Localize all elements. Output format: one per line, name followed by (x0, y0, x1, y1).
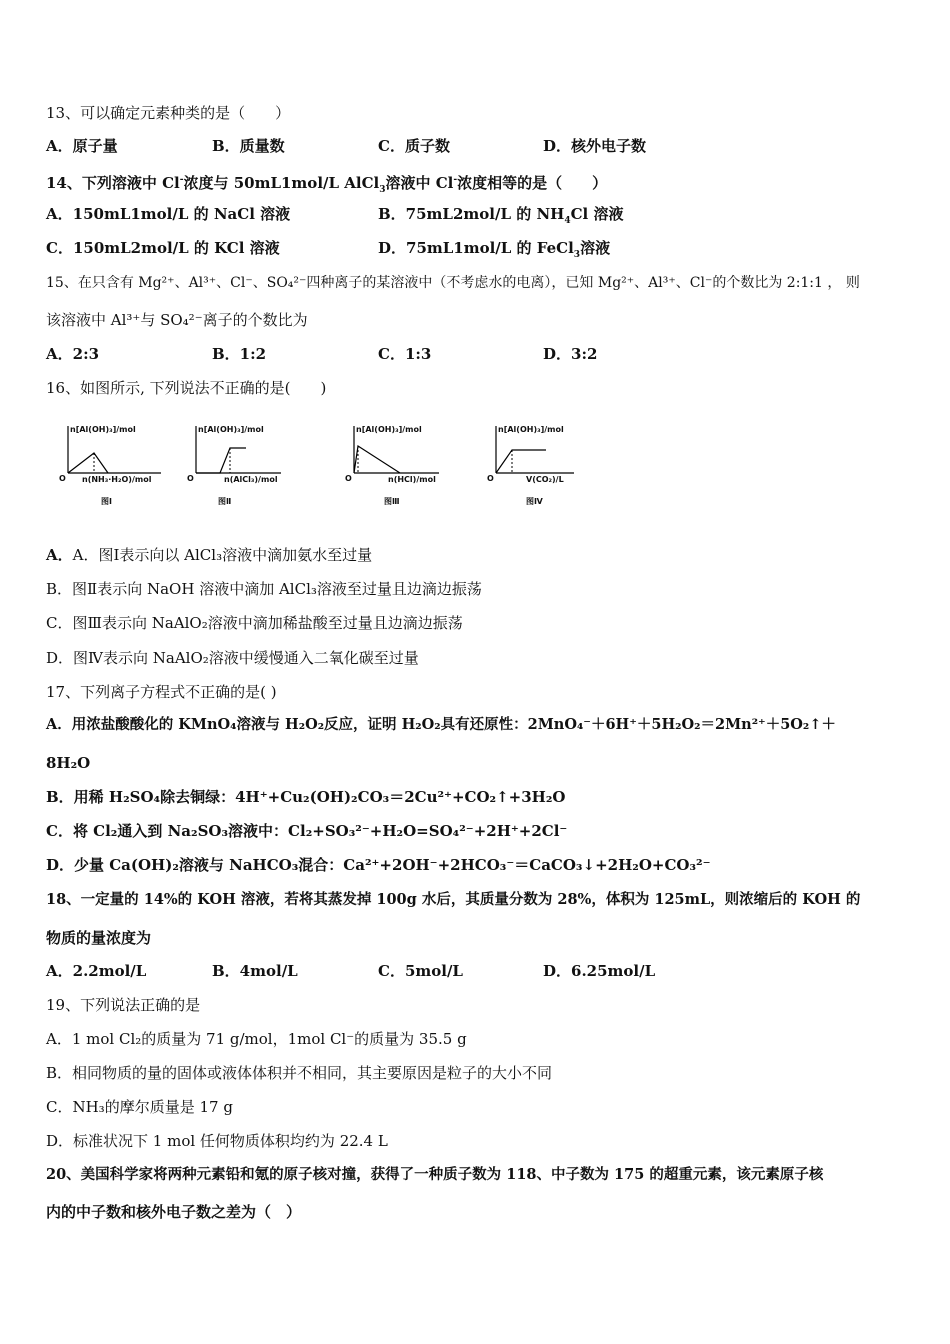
q14-stem: 14、下列溶液中 Cl-浓度与 50mL1mol/L AlCl$_3$溶液中 Cl-浓度相等的是（ ） (46, 174, 608, 195)
graph-4-xlabel: V(CO₂)/L (526, 475, 564, 484)
graph-1 (56, 418, 196, 518)
graph-3-caption: 图Ⅲ (384, 497, 400, 506)
q15-option-d: D．3:2 (543, 345, 598, 363)
q15-option-a: A．2:3 (46, 345, 100, 363)
q16-option-d: D．图Ⅳ表示向 NaAlO₂溶液中缓慢通入二氧化碳至过量 (46, 649, 419, 667)
graph-1-origin: O (59, 474, 66, 483)
q17-option-a-line1: A．用浓盐酸酸化的 KMnO₄溶液与 H₂O₂反应，证明 H₂O₂具有还原性：2MnO₄⁻＋6H⁺＋5H₂O₂＝2Mn²⁺＋5O₂↑＋ (46, 716, 836, 733)
graph-2-origin: O (187, 474, 194, 483)
graph-4 (484, 418, 624, 518)
q17-option-a-line2: 8H₂O (46, 754, 91, 772)
q13-option-c: C．质子数 (378, 137, 450, 155)
graph-4-ylabel: n[Al(OH)₃]/mol (498, 425, 564, 434)
graph-1-xlabel: n(NH₃·H₂O)/mol (82, 475, 152, 484)
graph-3-ylabel: n[Al(OH)₃]/mol (356, 425, 422, 434)
q16-option-b: B．图Ⅱ表示向 NaOH 溶液中滴加 AlCl₃溶液至过量且边滴边振荡 (46, 580, 482, 598)
q17-option-d: D．少量 Ca(OH)₂溶液与 NaHCO₃混合：Ca²⁺+2OH⁻+2HCO₃⁻＝CaCO₃↓+2H₂O+CO₃²⁻ (46, 856, 711, 874)
q15-option-c: C．1:3 (378, 345, 432, 363)
q19-option-a: A．1 mol Cl₂的质量为 71 g/mol，1mol Cl⁻的质量为 35.5 g (46, 1030, 467, 1048)
q18-option-a: A．2.2mol/L (46, 962, 147, 980)
graph-3-origin: O (345, 474, 352, 483)
q13-stem: 13、可以确定元素种类的是（ ） (46, 104, 291, 122)
q14-option-b: B．75mL2mol/L 的 $NH_4Cl$ 溶液 (378, 205, 624, 226)
q20-stem-line2: 内的中子数和核外电子数之差为（ ） (46, 1203, 302, 1221)
q14-option-c: C．150mL2mol/L 的 KCl 溶液 (46, 239, 280, 257)
q15-stem-line1: 15、在只含有 Mg²⁺、Al³⁺、Cl⁻、SO₄²⁻四种离子的某溶液中（不考虑水的电离），已知 Mg²⁺、Al³⁺、Cl⁻的个数比为 2:1:1 ， 则 (46, 275, 860, 291)
q15-option-b: B．1:2 (212, 345, 267, 363)
q15-stem-line2: 该溶液中 Al³⁺与 SO₄²⁻离子的个数比为 (46, 311, 308, 329)
graph-2-ylabel: n[Al(OH)₃]/mol (198, 425, 264, 434)
q14-option-a: A．150mL1mol/L 的 NaCl 溶液 (46, 205, 291, 223)
q16-stem: 16、如图所示, 下列说法不正确的是( ) (46, 379, 327, 397)
q17-stem: 17、下列离子方程式不正确的是( ) (46, 683, 277, 701)
graph-3 (344, 418, 484, 518)
q16-graphs (46, 418, 606, 518)
q19-stem: 19、下列说法正确的是 (46, 996, 201, 1014)
graph-3-xlabel: n(HCl)/mol (388, 475, 436, 484)
q17-option-c: C．将 Cl₂通入到 Na₂SO₃溶液中：Cl₂+SO₃²⁻+H₂O=SO₄²⁻+2H⁺+2Cl⁻ (46, 822, 568, 840)
q13-option-a: A．原子量 (46, 137, 118, 155)
graph-2-caption: 图Ⅱ (218, 497, 232, 506)
q18-option-d: D．6.25mol/L (543, 962, 656, 980)
q19-option-b: B．相同物质的量的固体或液体体积并不相同，其主要原因是粒子的大小不同 (46, 1064, 553, 1082)
q18-stem-line1: 18、一定量的 14%的 KOH 溶液，若将其蒸发掉 100g 水后，其质量分数为 28%，体积为 125mL，则浓缩后的 KOH 的 (46, 891, 861, 908)
graph-4-origin: O (487, 474, 494, 483)
graph-2-xlabel: n(AlCl₃)/mol (224, 475, 278, 484)
q20-stem-line1: 20、美国科学家将两种元素铅和氪的原子核对撞，获得了一种质子数为 118、中子数为 175 的超重元素，该元素原子核 (46, 1166, 824, 1183)
graph-2 (186, 418, 326, 518)
q18-option-c: C．5mol/L (378, 962, 463, 980)
q18-option-b: B．4mol/L (212, 962, 298, 980)
graph-4-caption: 图Ⅳ (526, 497, 543, 506)
graph-1-ylabel: n[Al(OH)₃]/mol (70, 425, 136, 434)
q19-option-c: C．NH₃的摩尔质量是 17 g (46, 1098, 233, 1116)
q13-option-b: B．质量数 (212, 137, 285, 155)
q16-option-a: A．A．图Ⅰ表示向以 AlCl₃溶液中滴加氨水至过量 (46, 546, 373, 564)
q16-option-c: C．图Ⅲ表示向 NaAlO₂溶液中滴加稀盐酸至过量且边滴边振荡 (46, 614, 463, 632)
q18-stem-line2: 物质的量浓度为 (46, 929, 152, 947)
graph-1-caption: 图Ⅰ (101, 497, 112, 506)
q14-option-d: D．75mL1mol/L 的 FeCl$_3$溶液 (378, 239, 611, 260)
q19-option-d: D．标准状况下 1 mol 任何物质体积均约为 22.4 L (46, 1132, 388, 1150)
q13-option-d: D．核外电子数 (543, 137, 647, 155)
q17-option-b: B．用稀 H₂SO₄除去铜绿：4H⁺+Cu₂(OH)₂CO₃＝2Cu²⁺+CO₂↑+3H₂O (46, 788, 566, 806)
